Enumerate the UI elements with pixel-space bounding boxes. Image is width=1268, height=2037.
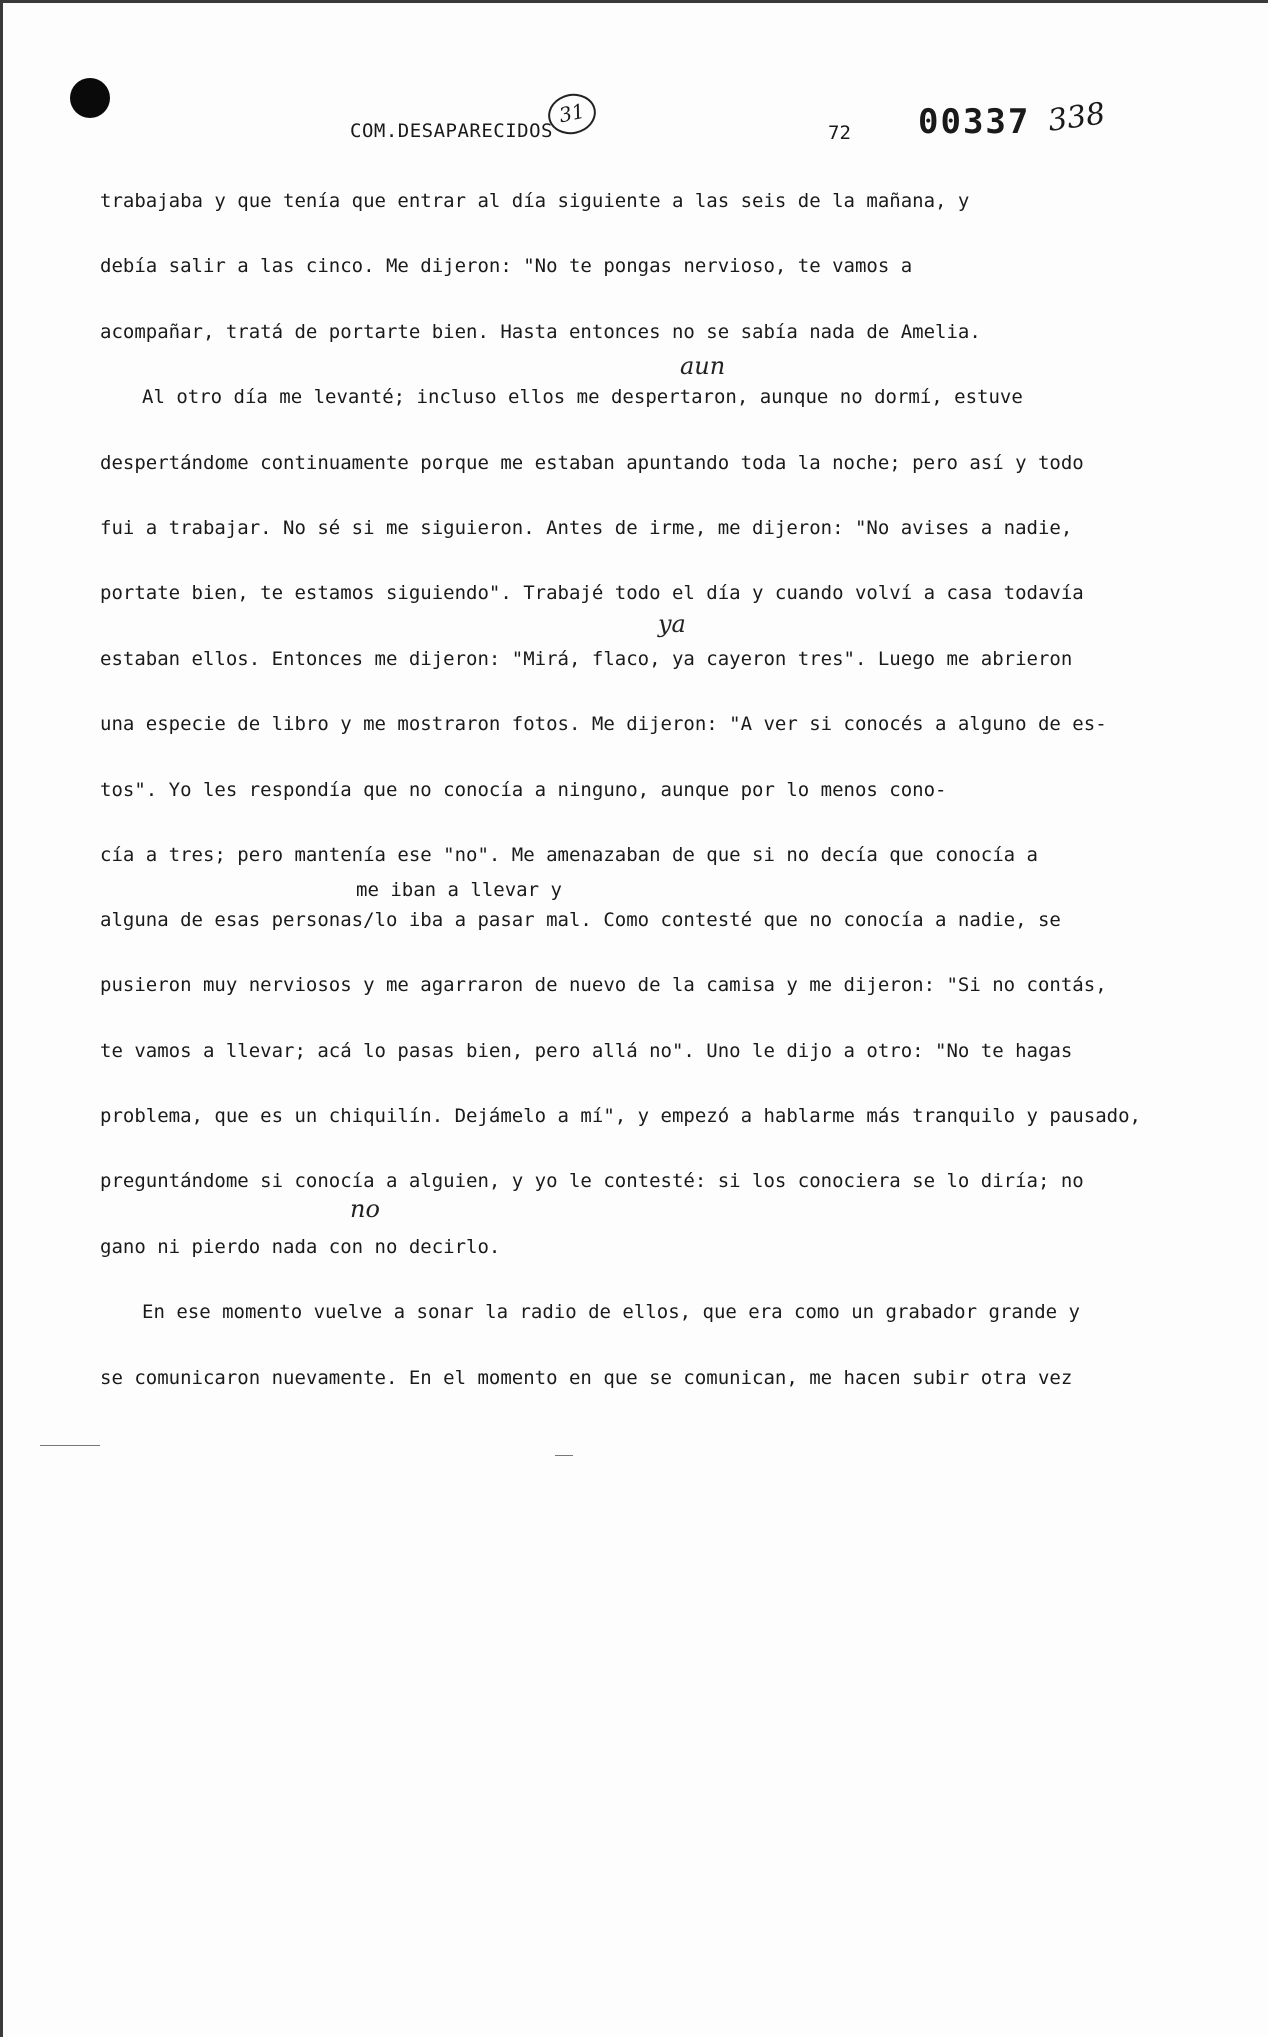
- text-line: tos". Yo les respondía que no conocía a ninguno, aunque por lo menos cono-: [100, 778, 947, 801]
- text-line: gano ni pierdo nada con no decirlo.: [100, 1235, 501, 1258]
- text-line: te vamos a llevar; acá lo pasas bien, pero allá no". Uno le dijo a otro: "No te hagas: [100, 1039, 1073, 1062]
- text-line: En ese momento vuelve a sonar la radio de ellos, que era como un grabador grande y: [142, 1301, 1080, 1324]
- scan-edge-top: [0, 0, 1268, 3]
- text-line: pusieron muy nerviosos y me agarraron de nuevo de la camisa y me dijeron: "Si no contás,: [100, 974, 1107, 997]
- text-line: cía a tres; pero mantenía ese "no". Me amenazaban de que si no decía que conocía a: [100, 843, 1038, 866]
- text-line: fui a trabajar. No sé si me siguieron. Antes de irme, me dijeron: "No avises a nadie,: [100, 516, 1073, 539]
- text-line: preguntándome si conocía a alguien, y yo le contesté: si los conociera se lo diría; no: [100, 1170, 1084, 1193]
- text-line: Al otro día me levanté; incluso ellos me despertaron, aunque no dormí, estuve: [142, 386, 1023, 409]
- text-line: una especie de libro y me mostraron fotos. Me dijeron: "A ver si conocés a alguno de es-: [100, 713, 1107, 736]
- document-number: 00337: [918, 102, 1031, 142]
- punch-hole: [70, 78, 110, 118]
- text-line: acompañar, tratá de portarte bien. Hasta entonces no se sabía nada de Amelia.: [100, 320, 981, 343]
- scan-speck: [40, 1445, 100, 1446]
- text-line: portate bien, te estamos siguiendo". Trabajé todo el día y cuando volví a casa todavía: [100, 582, 1084, 605]
- text-line: estaban ellos. Entonces me dijeron: "Mirá, flaco, ya cayeron tres". Luego me abrieron: [100, 647, 1073, 670]
- text-line: trabajaba y que tenía que entrar al día siguiente a las seis de la mañana, y: [100, 190, 970, 212]
- handwritten-note: no: [350, 1195, 380, 1223]
- scan-edge-left: [0, 0, 3, 2037]
- text-line: problema, que es un chiquilín. Dejámelo a mí", y empezó a hablarme más tranquilo y pausado,: [100, 1105, 1141, 1128]
- text-line: alguna de esas personas/lo iba a pasar mal. Como contesté que no conocía a nadie, se: [100, 908, 1061, 931]
- header-title: COM.DESAPARECIDOS: [350, 120, 553, 142]
- text-line: debía salir a las cinco. Me dijeron: "No te pongas nervioso, te vamos a: [100, 255, 913, 278]
- handwritten-note: ya: [658, 610, 686, 638]
- scan-speck: [555, 1455, 573, 1456]
- text-line: se comunicaron nuevamente. En el momento en que se comunican, me hacen subir otra vez: [100, 1366, 1073, 1389]
- interline-insert: me iban a llevar y: [356, 878, 562, 901]
- handwritten-note: aun: [680, 352, 726, 380]
- header-stamp: 31: [544, 89, 599, 138]
- document-number-handwritten: 338: [1045, 96, 1108, 139]
- text-line: despertándome continuamente porque me estaban apuntando toda la noche; pero así y todo: [100, 451, 1084, 474]
- page-number: 72: [828, 122, 851, 144]
- body-text: [100, 190, 1140, 1432]
